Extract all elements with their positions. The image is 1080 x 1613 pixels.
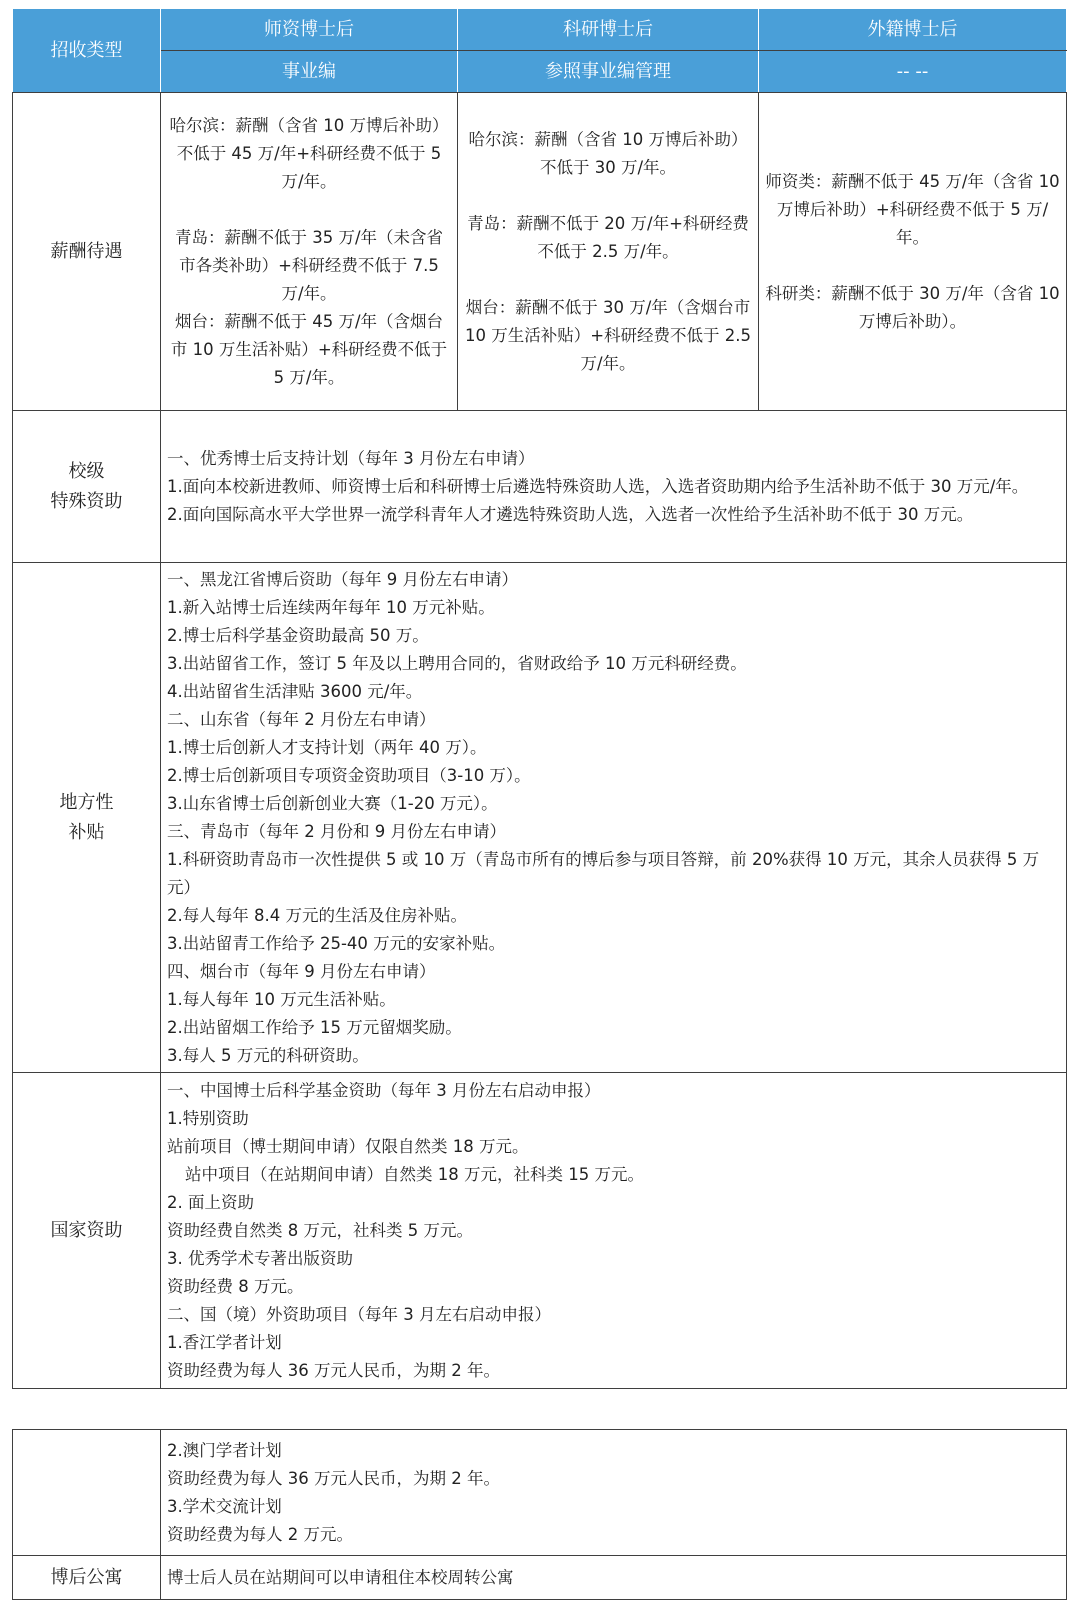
national-funding-line: 2. 面上资助 (167, 1192, 254, 1212)
national-funding-continued-content (161, 1430, 1067, 1556)
spacer (167, 196, 451, 224)
local-subsidy-line: 3.每人 5 万元的科研资助。 (167, 1045, 369, 1065)
research-postdoc-status: 参照事业编管理 (458, 51, 759, 93)
national-funding-line: 3. 优秀学术专著出版资助 (167, 1248, 353, 1268)
local-subsidy-line: 四、烟台市（每年 9 月份左右申请） (167, 961, 436, 981)
local-subsidy-line: 2.出站留烟工作给予 15 万元留烟奖励。 (167, 1017, 462, 1037)
apartment-label: 博后公寓 (13, 1556, 161, 1600)
header-subrow (13, 51, 1067, 93)
national-funding-line: 站中项目（在站期间申请）自然类 18 万元，社科类 15 万元。 (185, 1164, 644, 1184)
national-funding-content (161, 1073, 1067, 1389)
national-funding-continued-row (13, 1430, 1067, 1556)
continued-line: 资助经费为每人 2 万元。 (167, 1524, 353, 1544)
national-funding-line: 1.香江学者计划 (167, 1332, 282, 1352)
national-funding-line: 二、国（境）外资助项目（每年 3 月左右启动申报） (167, 1304, 551, 1324)
foreign-postdoc-status: -- -- (759, 51, 1067, 93)
local-subsidy-line: 二、山东省（每年 2 月份左右申请） (167, 709, 436, 729)
school-funding-line: 一、优秀博士后支持计划（每年 3 月份左右申请） (167, 448, 535, 468)
salary-teacher-harbin: 哈尔滨：薪酬（含省 10 万博后补助）不低于 45 万/年+科研经费不低于 5 万/年。 (169, 115, 449, 191)
national-funding-line: 资助经费 8 万元。 (167, 1276, 304, 1296)
foreign-postdoc-header: 外籍博士后 (759, 9, 1067, 51)
salary-research-harbin: 哈尔滨：薪酬（含省 10 万博后补助）不低于 30 万/年。 (468, 129, 748, 177)
salary-foreign-teacher: 师资类：薪酬不低于 45 万/年（含省 10 万博后补助）+科研经费不低于 5 万/年。 (765, 171, 1060, 247)
continued-line: 3.学术交流计划 (167, 1496, 282, 1516)
local-subsidy-row (13, 563, 1067, 1073)
national-funding-line: 一、中国博士后科学基金资助（每年 3 月份左右启动申报） (167, 1080, 601, 1100)
salary-research-yantai: 烟台：薪酬不低于 30 万/年（含烟台市 10 万生活补贴）+科研经费不低于 2.5 万/年。 (464, 297, 752, 373)
school-funding-content (161, 411, 1067, 563)
spacer (765, 252, 1060, 280)
national-funding-row (13, 1073, 1067, 1389)
salary-research-cell (458, 93, 759, 411)
national-funding-line: 资助经费自然类 8 万元，社科类 5 万元。 (167, 1220, 473, 1240)
spacer (464, 182, 752, 210)
national-funding-line: 1.特别资助 (167, 1108, 249, 1128)
benefits-table-continued (12, 1429, 1067, 1600)
school-funding-label-line2: 特殊资助 (50, 490, 123, 512)
local-subsidy-line: 1.每人每年 10 万元生活补贴。 (167, 989, 396, 1009)
teacher-postdoc-header: 师资博士后 (161, 9, 458, 51)
local-subsidy-line: 3.出站留青工作给予 25-40 万元的安家补贴。 (167, 933, 506, 953)
spacer (464, 266, 752, 294)
local-subsidy-line: 2.博士后创新项目专项资金资助项目（3-10 万）。 (167, 765, 531, 785)
salary-research-qingdao: 青岛：薪酬不低于 20 万/年+科研经费不低于 2.5 万/年。 (467, 213, 749, 261)
apartment-content: 博士后人员在站期间可以申请租住本校周转公寓 (161, 1556, 1067, 1600)
apartment-row (13, 1556, 1067, 1600)
school-funding-label (13, 411, 161, 563)
local-subsidy-label-line1: 地方性 (59, 791, 114, 813)
salary-label: 薪酬待遇 (13, 93, 161, 411)
school-funding-label-line1: 校级 (68, 460, 105, 482)
salary-teacher-cell (161, 93, 458, 411)
local-subsidy-line: 一、黑龙江省博后资助（每年 9 月份左右申请） (167, 569, 518, 589)
local-subsidy-line: 2.博士后科学基金资助最高 50 万。 (167, 625, 429, 645)
local-subsidy-line: 3.山东省博士后创新创业大赛（1-20 万元）。 (167, 793, 498, 813)
continued-label-empty (13, 1430, 161, 1556)
local-subsidy-line: 1.博士后创新人才支持计划（两年 40 万）。 (167, 737, 487, 757)
continued-line: 资助经费为每人 36 万元人民币，为期 2 年。 (167, 1468, 500, 1488)
local-subsidy-label (13, 563, 161, 1073)
local-subsidy-line: 1.科研资助青岛市一次性提供 5 或 10 万（青岛市所有的博后参与项目答辩，前 20%获得 10 万元，其余人员获得 5 万元） (167, 849, 1040, 897)
national-funding-line: 站前项目（博士期间申请）仅限自然类 18 万元。 (167, 1136, 529, 1156)
national-funding-label: 国家资助 (13, 1073, 161, 1389)
salary-foreign-cell (759, 93, 1067, 411)
salary-teacher-qingdao: 青岛：薪酬不低于 35 万/年（未含省市各类补助）+科研经费不低于 7.5 万/年。 (174, 227, 444, 303)
teacher-postdoc-status: 事业编 (161, 51, 458, 93)
salary-teacher-yantai: 烟台：薪酬不低于 45 万/年（含烟台市 10 万生活补贴）+科研经费不低于 5 万/年。 (170, 311, 448, 387)
local-subsidy-label-line2: 补贴 (68, 821, 105, 843)
local-subsidy-line: 4.出站留省生活津贴 3600 元/年。 (167, 681, 423, 701)
local-subsidy-content (161, 563, 1067, 1073)
salary-row (13, 93, 1067, 411)
school-funding-line: 2.面向国际高水平大学世界一流学科青年人才遴选特殊资助人选，入选者一次性给予生活补助不低于 30 万元。 (167, 504, 974, 524)
recruit-type-header: 招收类型 (13, 9, 161, 93)
national-funding-line: 资助经费为每人 36 万元人民币，为期 2 年。 (167, 1360, 500, 1380)
header-row (13, 9, 1067, 51)
benefits-table (12, 8, 1067, 1389)
salary-foreign-research: 科研类：薪酬不低于 30 万/年（含省 10 万博后补助）。 (765, 283, 1060, 331)
school-funding-line: 1.面向本校新进教师、师资博士后和科研博士后遴选特殊资助人选，入选者资助期内给予生活补助不低于 30 万元/年。 (167, 476, 1029, 496)
local-subsidy-line: 2.每人每年 8.4 万元的生活及住房补贴。 (167, 905, 467, 925)
local-subsidy-line: 1.新入站博士后连续两年每年 10 万元补贴。 (167, 597, 495, 617)
local-subsidy-line: 三、青岛市（每年 2 月份和 9 月份左右申请） (167, 821, 506, 841)
local-subsidy-line: 3.出站留省工作，签订 5 年及以上聘用合同的，省财政给予 10 万元科研经费。 (167, 653, 747, 673)
continued-line: 2.澳门学者计划 (167, 1440, 282, 1460)
research-postdoc-header: 科研博士后 (458, 9, 759, 51)
school-funding-row (13, 411, 1067, 563)
